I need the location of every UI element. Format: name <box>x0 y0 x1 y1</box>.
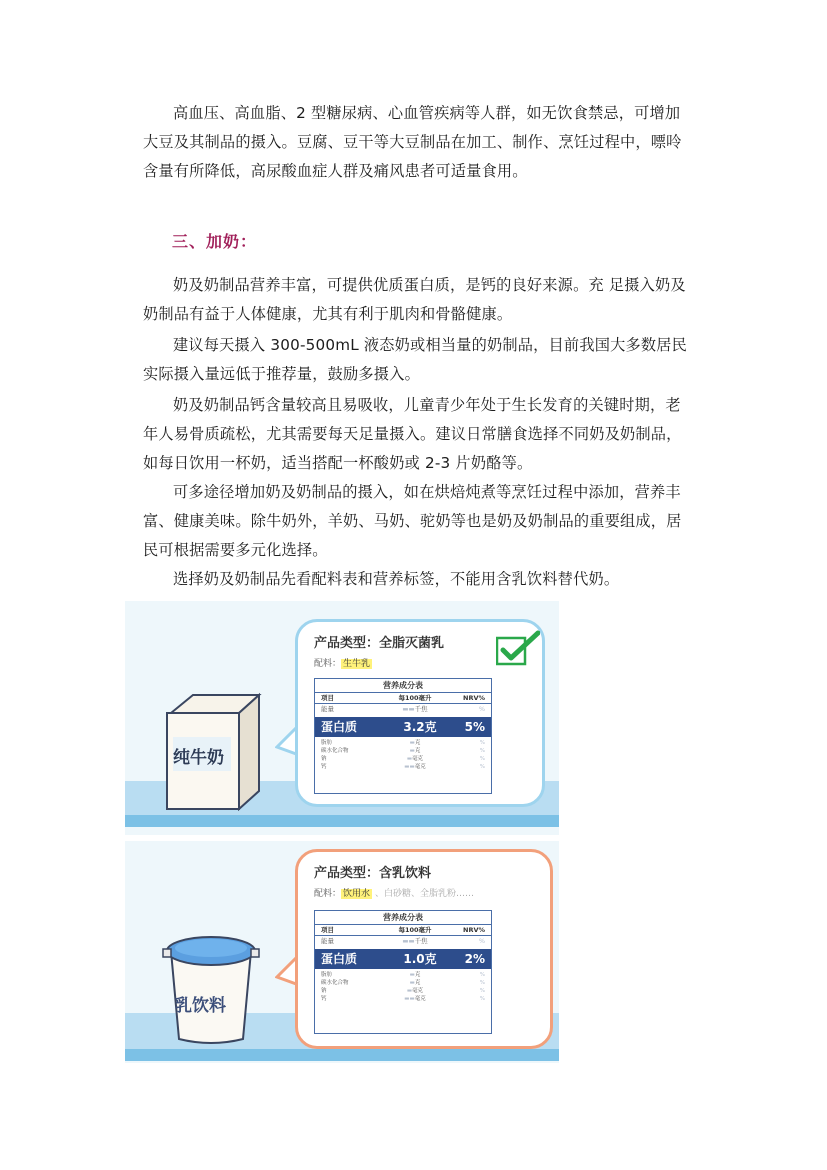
calcium-label: 钙 <box>321 996 327 1002</box>
carb-unit: 克 <box>414 980 421 986</box>
paragraph-milk-recommendation: 建议每天摄入 300-500mL 液态奶或相当量的奶制品，目前我国大多数居民实际摄入量远低于推荐量，鼓励多摄入。 <box>143 336 688 383</box>
carb-nrv: % <box>479 980 485 986</box>
counter-front <box>125 815 559 827</box>
drink-ingredient-highlight: 饮用水 <box>343 889 371 899</box>
sodium-unit: 毫克 <box>412 756 424 762</box>
milk-ingredient-highlight: 生牛乳 <box>343 659 371 669</box>
nutrition-table-header <box>315 925 491 936</box>
energy-nrv: % <box>478 937 485 945</box>
carb-label: 碳水化合物 <box>321 980 349 986</box>
protein-nrv: 5% <box>464 720 485 734</box>
nutrition-table-title: 营养成分表 <box>315 679 491 693</box>
table-row-carb: 碳水化合物 ▬克 % <box>321 980 485 986</box>
calcium-nrv: % <box>479 764 485 770</box>
carb-nrv: % <box>479 748 485 754</box>
counter-front <box>125 1049 559 1061</box>
table-row-sodium: 钠 ▬毫克 % <box>321 988 485 994</box>
fat-unit: 克 <box>414 740 421 746</box>
paragraph-milk-nutrition: 奶及奶制品营养丰富，可提供优质蛋白质，是钙的良好来源。充 足摄入奶及奶制品有益于人体健康，尤其有利于肌肉和骨骼健康。 <box>143 276 686 323</box>
milk-carton <box>163 691 265 811</box>
fat-nrv: % <box>479 740 485 746</box>
table-row-sodium: 钠 ▬毫克 % <box>321 756 485 762</box>
ingredients-label: 配料： <box>314 889 342 899</box>
fat-unit: 克 <box>414 972 421 978</box>
protein-label: 蛋白质 <box>321 952 358 966</box>
drink-label-bubble <box>295 849 553 1049</box>
calcium-unit: 毫克 <box>414 996 426 1002</box>
col-nrv: NRV% <box>463 926 485 934</box>
paragraph-label-advice: 选择奶及奶制品先看配料表和营养标签，不能用含乳饮料替代奶。 <box>173 570 620 588</box>
protein-label: 蛋白质 <box>321 720 358 734</box>
protein-highlight-row <box>315 717 491 737</box>
paragraph-calcium: 奶及奶制品钙含量较高且易吸收，儿童青少年处于生长发育的关键时期，老年人易骨质疏松，尤其需要每天足量摄入。建议日常膳食选择不同奶及奶制品，如每日饮用一杯奶，适当搭配一杯酸奶或 2-3 片奶酪等。 <box>143 396 682 472</box>
energy-label: 能量 <box>321 705 334 713</box>
nutrition-table-title: 营养成分表 <box>315 911 491 925</box>
section-heading-add-milk: 三、加奶： <box>172 232 258 251</box>
panel-divider <box>125 835 559 841</box>
paragraph-soy-products: 高血压、高血脂、2 型糖尿病、心血管疾病等人群，如无饮食禁忌，可增加大豆及其制品的摄入。豆腐、豆干等大豆制品在加工、制作、烹饪过程中，嘌呤含量有所降低，高尿酸血症人群及痛风患者可适量食用。 <box>143 104 682 180</box>
col-per: 每100毫升 <box>398 694 432 702</box>
carb-unit: 克 <box>414 748 421 754</box>
nutrition-table-header <box>315 693 491 704</box>
table-row-fat: 脂肪 ▬克 % <box>321 972 485 978</box>
protein-value: 1.0克 <box>403 952 437 966</box>
protein-nrv: 2% <box>464 952 485 966</box>
sodium-nrv: % <box>479 756 485 762</box>
col-item: 项目 <box>321 926 334 934</box>
ingredients-label: 配料： <box>314 659 342 669</box>
drink-cup <box>161 921 261 1047</box>
sodium-nrv: % <box>479 988 485 994</box>
checkmark-icon <box>496 630 540 666</box>
milk-package-label: 纯牛奶 <box>173 748 224 768</box>
illustration-pure-milk <box>125 601 559 835</box>
table-row-carb: 碳水化合物 ▬克 % <box>321 748 485 754</box>
table-row-calcium: 钙 ▬▬毫克 % <box>321 996 485 1002</box>
table-row-energy: 能量 ▬▬千焦 % <box>321 937 485 945</box>
carb-label: 碳水化合物 <box>321 748 349 754</box>
drink-package-label: 乳饮料 <box>175 996 226 1016</box>
sodium-label: 钠 <box>321 756 327 762</box>
calcium-label: 钙 <box>321 764 327 770</box>
drink-nutrition-table <box>314 910 492 1034</box>
protein-value: 3.2克 <box>403 720 437 734</box>
calcium-nrv: % <box>479 996 485 1002</box>
energy-label: 能量 <box>321 937 334 945</box>
sodium-label: 钠 <box>321 988 327 994</box>
energy-unit: 千焦 <box>414 705 428 713</box>
drink-product-type: 产品类型：含乳饮料 <box>314 866 432 881</box>
drink-ingredients <box>314 886 474 899</box>
table-row-energy: 能量 ▬▬千焦 % <box>321 705 485 713</box>
illustration-milk-drink <box>125 835 559 1063</box>
milk-nutrition-table <box>314 678 492 794</box>
milk-ingredients <box>314 656 372 669</box>
milk-label-bubble <box>295 619 545 807</box>
col-nrv: NRV% <box>463 694 485 702</box>
milk-product-type: 产品类型：全脂灭菌乳 <box>314 636 445 651</box>
drink-ingredient-rest: 、白砂糖、全脂乳粉…… <box>375 889 475 899</box>
fat-label: 脂肪 <box>321 972 333 978</box>
protein-highlight-row <box>315 949 491 969</box>
energy-unit: 千焦 <box>414 937 428 945</box>
fat-nrv: % <box>479 972 485 978</box>
fat-label: 脂肪 <box>321 740 333 746</box>
energy-nrv: % <box>478 705 485 713</box>
sodium-unit: 毫克 <box>412 988 424 994</box>
paragraph-increase-intake: 可多途径增加奶及奶制品的摄入，如在烘焙炖煮等烹饪过程中添加，营养丰富、健康美味。除牛奶外，羊奶、马奶、驼奶等也是奶及奶制品的重要组成，居民可根据需要多元化选择。 <box>143 483 682 559</box>
table-row-fat: 脂肪 ▬克 % <box>321 740 485 746</box>
calcium-unit: 毫克 <box>414 764 426 770</box>
table-row-calcium: 钙 ▬▬毫克 % <box>321 764 485 770</box>
col-per: 每100毫升 <box>398 926 432 934</box>
drink-cup-icon <box>161 921 261 1047</box>
col-item: 项目 <box>321 694 334 702</box>
